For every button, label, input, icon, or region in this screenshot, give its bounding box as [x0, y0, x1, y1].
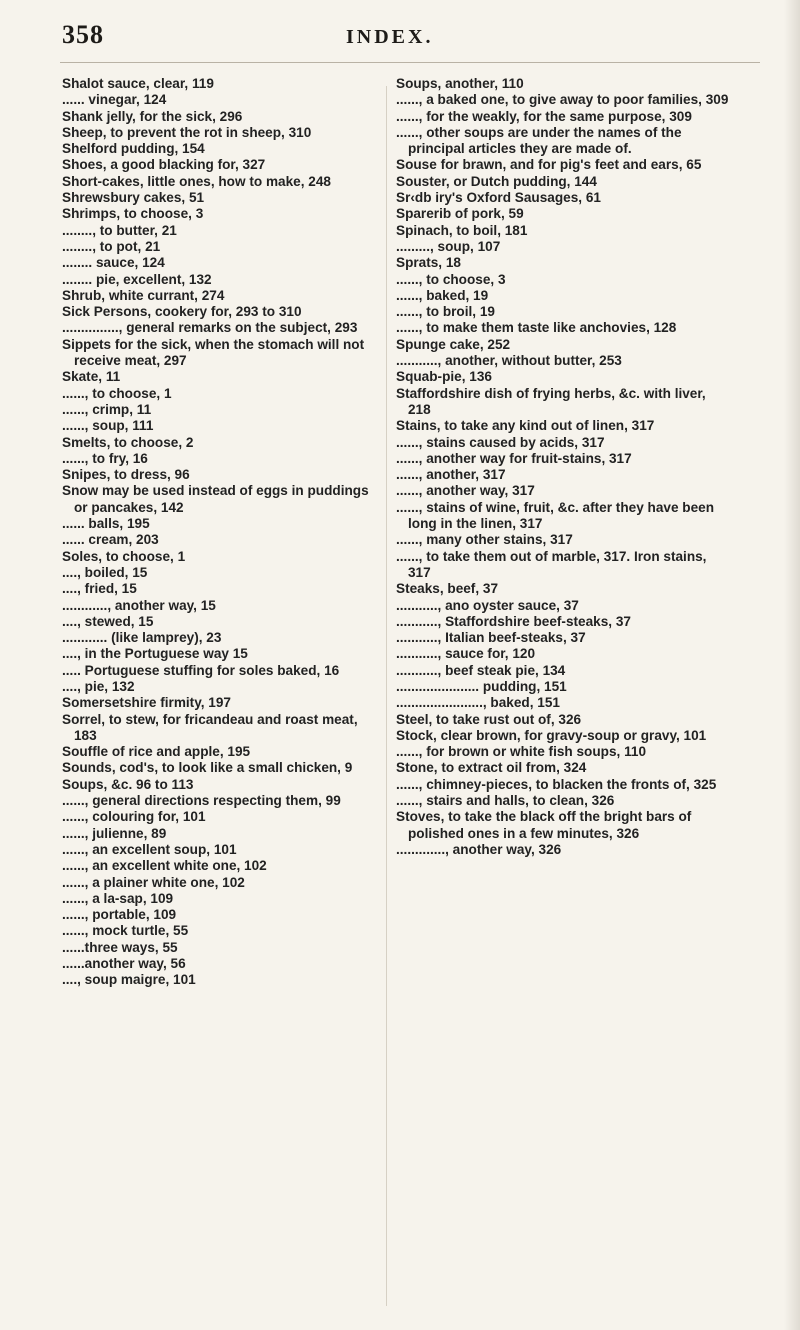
index-entry: Souster, or Dutch pudding, 144 — [396, 173, 597, 189]
index-entry: ......, to take them out of marble, 317. Iron stains, 317 — [396, 548, 707, 580]
index-entry: ..... Portuguese stuffing for soles baked, 16 — [62, 662, 340, 678]
index-entry: Spinach, to boil, 181 — [396, 222, 528, 238]
index-entry: Steaks, beef, 37 — [396, 581, 499, 597]
index-entry: ......, mock turtle, 55 — [62, 923, 189, 939]
index-entry: Soles, to choose, 1 — [62, 548, 186, 564]
index-entry: Snipes, to dress, 96 — [62, 467, 190, 483]
index-entry: ...... balls, 195 — [62, 516, 150, 532]
index-entry: Smelts, to choose, 2 — [62, 434, 194, 450]
index-entry: Sippets for the sick, when the stomach will not receive meat, 297 — [62, 336, 365, 369]
index-entry: ......, stains caused by acids, 317 — [396, 434, 605, 450]
index-entry: ..............., general remarks on the subject, 293 — [62, 320, 358, 336]
index-entry: Snow may be used instead of eggs in puddings or pancakes, 142 — [62, 483, 369, 515]
index-entry: ......, general directions respecting them, 99 — [62, 793, 341, 809]
page-edge-shadow — [784, 0, 800, 1330]
index-entry: ..........., Staffordshire beef-steaks, 37 — [396, 613, 631, 629]
column-divider — [386, 86, 387, 1306]
index-entry: ........ pie, excellent, 132 — [62, 271, 212, 287]
index-entry: ......, to broil, 19 — [396, 304, 495, 320]
index-column-left — [62, 76, 380, 989]
index-entry: ......, another way for fruit-stains, 317 — [396, 450, 632, 466]
index-entry: ......, for brown or white fish soups, 110 — [396, 744, 647, 760]
page-number: 358 — [62, 20, 104, 49]
index-entry: ............, another way, 15 — [62, 597, 216, 613]
index-entry: ......three ways, 55 — [62, 939, 178, 955]
index-entry: Stone, to extract oil from, 324 — [396, 760, 587, 776]
index-entry: ......, another, 317 — [396, 467, 506, 483]
index-entry: Shalot sauce, clear, 119 — [62, 76, 214, 91]
index-entry: ...................... pudding, 151 — [396, 678, 567, 694]
index-entry: ......, chimney-pieces, to blacken the fronts of, 325 — [396, 776, 717, 792]
index-entry: ..........., sauce for, 120 — [396, 646, 536, 662]
index-entry: ...., soup maigre, 101 — [62, 972, 196, 988]
index-entry: Somersetshire firmity, 197 — [62, 695, 231, 711]
index-entry: ...., pie, 132 — [62, 678, 135, 694]
index-entry: ......, portable, 109 — [62, 907, 177, 923]
index-entry: Soups, another, 110 — [396, 76, 524, 91]
index-entry: ...., in the Portuguese way 15 — [62, 646, 248, 662]
index-entry: ......, another way, 317 — [396, 483, 535, 499]
index-entry: ......, baked, 19 — [396, 287, 489, 303]
index-entry: ..........., Italian beef-steaks, 37 — [396, 630, 586, 646]
index-entry: Shoes, a good blacking for, 327 — [62, 157, 266, 173]
index-entry: ......, to fry, 16 — [62, 450, 148, 466]
index-entry: ......, soup, 111 — [62, 418, 154, 434]
index-entry: ......, other soups are under the names of the principal articles they are made of. — [396, 124, 682, 157]
index-entry: Stoves, to take the black off the bright bars of polished ones in a few minutes, 326 — [396, 809, 692, 841]
index-entry: ...... cream, 203 — [62, 532, 159, 548]
index-entry: ......, julienne, 89 — [62, 825, 167, 841]
index-entry: Stock, clear brown, for gravy-soup or gravy, 101 — [396, 727, 707, 743]
index-entry: ..........., beef steak pie, 134 — [396, 662, 566, 678]
index-entry: ......, for the weakly, for the same purpose, 309 — [396, 108, 692, 124]
index-entry: ......, stains of wine, fruit, &c. after they have been long in the linen, 317 — [396, 499, 715, 532]
index-column-right — [396, 76, 730, 858]
index-entry: Spunge cake, 252 — [396, 336, 511, 352]
index-entry: ...., boiled, 15 — [62, 564, 148, 580]
index-entry: Squab-pie, 136 — [396, 369, 492, 385]
index-entry: ......, a plainer white one, 102 — [62, 874, 245, 890]
index-entry: Soups, &c. 96 to 113 — [62, 776, 194, 792]
index-entry: Shrewsbury cakes, 51 — [62, 190, 205, 206]
index-entry: Shrub, white currant, 274 — [62, 287, 225, 303]
index-entry: Souffle of rice and apple, 195 — [62, 744, 251, 760]
index-entry: ......, a la-sap, 109 — [62, 890, 174, 906]
header-rule — [60, 62, 760, 63]
index-entry: ........, to butter, 21 — [62, 222, 177, 238]
index-entry: ..........., ano oyster sauce, 37 — [396, 597, 579, 613]
index-entry: ......, crimp, 11 — [62, 401, 152, 417]
index-entry: ........ sauce, 124 — [62, 255, 165, 271]
index-entry: Sparerib of pork, 59 — [396, 206, 524, 222]
index-entry: Souse for brawn, and for pig's feet and ears, 65 — [396, 157, 702, 173]
index-entry: ...... vinegar, 124 — [62, 92, 167, 108]
index-entry: ......................., baked, 151 — [396, 695, 560, 711]
index-entry: ......, stairs and halls, to clean, 326 — [396, 793, 615, 809]
index-entry: Sorrel, to stew, for fricandeau and roast meat, 183 — [62, 711, 358, 743]
index-entry: Short-cakes, little ones, how to make, 248 — [62, 173, 331, 189]
index-entry: Sprats, 18 — [396, 255, 461, 271]
index-entry: Shrimps, to choose, 3 — [62, 206, 204, 222]
index-entry: ......, to choose, 3 — [396, 271, 506, 287]
index-entry: Sr‹db iry's Oxford Sausages, 61 — [396, 190, 601, 206]
index-entry: ......, to choose, 1 — [62, 385, 172, 401]
index-entry: Shelford pudding, 154 — [62, 141, 205, 157]
index-entry: ......, to make them taste like anchovies, 128 — [396, 320, 677, 336]
index-entry: ............., another way, 326 — [396, 841, 562, 857]
index-entry: ......another way, 56 — [62, 956, 186, 972]
index-entry: ......, a baked one, to give away to poor families, 309 — [396, 92, 729, 108]
index-entry: ...., fried, 15 — [62, 581, 137, 597]
index-entry: Steel, to take rust out of, 326 — [396, 711, 582, 727]
index-entry: ........., soup, 107 — [396, 238, 501, 254]
index-entry: Shank jelly, for the sick, 296 — [62, 108, 243, 124]
index-entry: Skate, 11 — [62, 369, 121, 385]
running-title: INDEX. — [346, 26, 434, 48]
page-header — [0, 0, 800, 60]
index-entry: Sick Persons, cookery for, 293 to 310 — [62, 304, 302, 320]
index-entry: Sheep, to prevent the rot in sheep, 310 — [62, 124, 312, 140]
index-entry: Staffordshire dish of frying herbs, &c. with liver, 218 — [396, 385, 706, 417]
index-entry: ......, an excellent white one, 102 — [62, 858, 267, 874]
index-entry: ......, many other stains, 317 — [396, 532, 573, 548]
index-entry: ............ (like lamprey), 23 — [62, 630, 222, 646]
index-entry: Stains, to take any kind out of linen, 317 — [396, 418, 655, 434]
index-entry: Sounds, cod's, to look like a small chicken, 9 — [62, 760, 353, 776]
index-entry: ..........., another, without butter, 253 — [396, 353, 622, 369]
index-entry: ......, colouring for, 101 — [62, 809, 206, 825]
index-entry: ........, to pot, 21 — [62, 238, 161, 254]
index-entry: ......, an excellent soup, 101 — [62, 841, 237, 857]
index-entry: ...., stewed, 15 — [62, 613, 154, 629]
